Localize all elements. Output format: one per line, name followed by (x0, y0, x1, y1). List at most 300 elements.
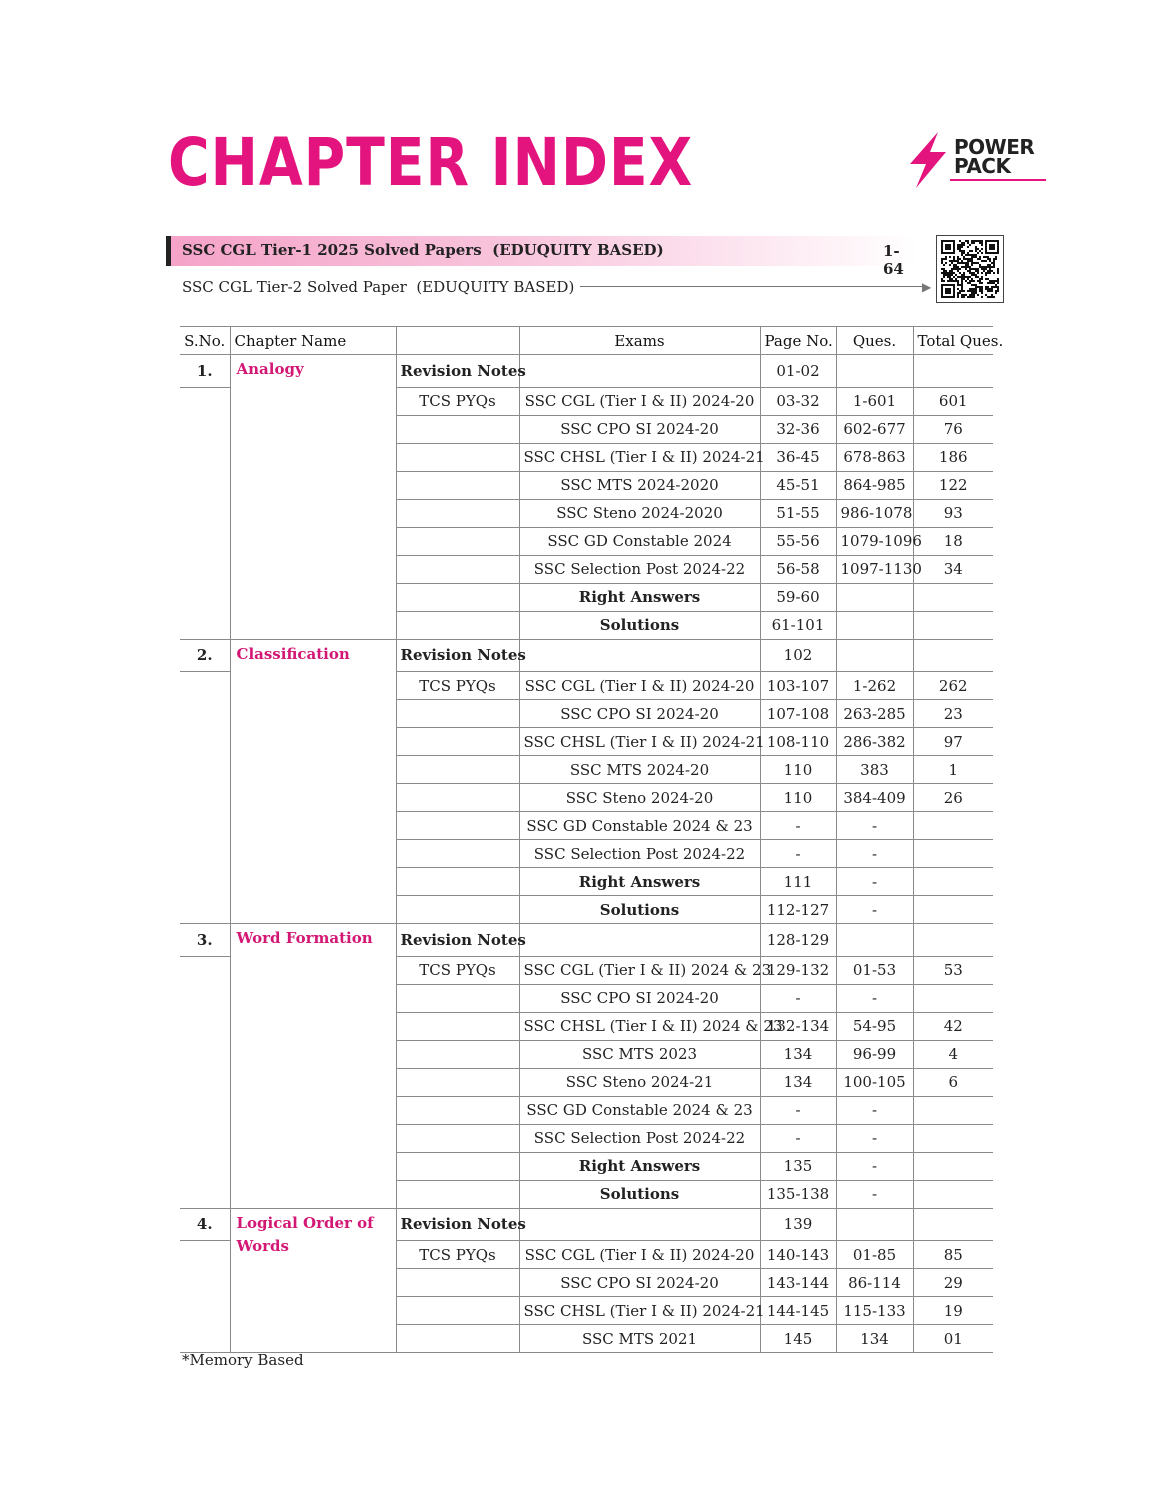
sno-empty (180, 583, 230, 611)
row-total: 34 (913, 555, 993, 583)
tier1-paper-label: SSC CGL Tier-1 2025 Solved Papers (EDUQUITY BASED) (182, 241, 664, 259)
chapter-name-empty (230, 1180, 396, 1208)
row-ques: 1-262 (836, 672, 913, 700)
row-exam: SSC CPO SI 2024-20 (519, 700, 760, 728)
table-row (180, 355, 993, 388)
row-ques (836, 639, 913, 672)
row-type: TCS PYQs (396, 387, 519, 415)
row-exam: SSC CHSL (Tier I & II) 2024 & 23 (519, 1012, 760, 1040)
row-exam: Solutions (519, 1180, 760, 1208)
chapter-name-empty (230, 984, 396, 1012)
sno-empty (180, 896, 230, 924)
row-exam (519, 355, 760, 388)
row-ques (836, 355, 913, 388)
row-pages: 129-132 (760, 956, 836, 984)
chapter-sno: 2. (180, 639, 230, 672)
row-type (396, 1180, 519, 1208)
header-sno: S.No. (180, 327, 230, 355)
row-pages: - (760, 1096, 836, 1124)
row-pages: 144-145 (760, 1297, 836, 1325)
chapter-name-empty (230, 499, 396, 527)
row-ques: - (836, 868, 913, 896)
row-ques: 678-863 (836, 443, 913, 471)
chapter-name (230, 1208, 396, 1255)
row-total: 01 (913, 1325, 993, 1353)
row-total: 186 (913, 443, 993, 471)
chapter-name-empty (230, 1012, 396, 1040)
row-type (396, 840, 519, 868)
sno-empty (180, 527, 230, 555)
row-type: Revision Notes (396, 355, 519, 388)
row-pages: - (760, 812, 836, 840)
sno-empty (180, 812, 230, 840)
row-exam: SSC CPO SI 2024-20 (519, 984, 760, 1012)
row-total: 601 (913, 387, 993, 415)
row-total: 85 (913, 1241, 993, 1269)
row-exam: SSC CGL (Tier I & II) 2024 & 23 (519, 956, 760, 984)
table-row (180, 840, 993, 868)
tier1-paper-banner (166, 236, 918, 278)
row-total: 122 (913, 471, 993, 499)
table-row (180, 1040, 993, 1068)
table-row (180, 672, 993, 700)
chapter-name-empty (230, 700, 396, 728)
row-type (396, 1325, 519, 1353)
chapter-name-empty (230, 1152, 396, 1180)
sno-empty (180, 672, 230, 700)
table-row (180, 639, 993, 672)
row-exam: Right Answers (519, 583, 760, 611)
row-exam: SSC MTS 2023 (519, 1040, 760, 1068)
row-total: 18 (913, 527, 993, 555)
chapter-name-empty (230, 812, 396, 840)
row-exam: SSC CPO SI 2024-20 (519, 1269, 760, 1297)
chapter-name-empty (230, 756, 396, 784)
sno-empty (180, 415, 230, 443)
row-pages: 108-110 (760, 728, 836, 756)
chapter-name-empty (230, 443, 396, 471)
row-ques: - (836, 984, 913, 1012)
qr-pattern (941, 240, 999, 298)
chapter-name-empty (230, 1096, 396, 1124)
sno-empty (180, 784, 230, 812)
row-ques (836, 1208, 913, 1241)
table-row (180, 583, 993, 611)
row-pages: 145 (760, 1325, 836, 1353)
row-exam: Right Answers (519, 1152, 760, 1180)
tier1-paper-pages: 1-64 (883, 242, 904, 278)
chapter-sno: 4. (180, 1208, 230, 1241)
table-row (180, 1124, 993, 1152)
logo-text (954, 135, 1035, 178)
row-exam: SSC MTS 2024-20 (519, 756, 760, 784)
table-row (180, 812, 993, 840)
sno-empty (180, 1124, 230, 1152)
row-ques: 01-85 (836, 1241, 913, 1269)
table-row (180, 1208, 993, 1241)
row-total: 53 (913, 956, 993, 984)
row-exam: SSC Steno 2024-2020 (519, 499, 760, 527)
row-pages: 110 (760, 756, 836, 784)
row-type (396, 443, 519, 471)
row-exam: SSC Selection Post 2024-22 (519, 1124, 760, 1152)
row-exam: SSC Steno 2024-20 (519, 784, 760, 812)
row-type (396, 868, 519, 896)
table-row (180, 387, 993, 415)
chapter-sno: 1. (180, 355, 230, 388)
row-type (396, 1040, 519, 1068)
lightning-bolt-icon (906, 130, 950, 190)
row-ques: 602-677 (836, 415, 913, 443)
row-total: 1 (913, 756, 993, 784)
row-ques: 286-382 (836, 728, 913, 756)
table-row (180, 1068, 993, 1096)
header-page-no: Page No. (760, 327, 836, 355)
row-type: TCS PYQs (396, 672, 519, 700)
row-pages: 51-55 (760, 499, 836, 527)
row-ques: 986-1078 (836, 499, 913, 527)
chapter-index-table (180, 326, 1004, 1353)
table-row (180, 784, 993, 812)
header-ques: Ques. (836, 327, 913, 355)
row-ques: 1097-1130 (836, 555, 913, 583)
logo-line-2: PACK (954, 154, 1011, 178)
row-ques: 1079-1096 (836, 527, 913, 555)
row-pages: 107-108 (760, 700, 836, 728)
sno-empty (180, 1152, 230, 1180)
row-exam: SSC Selection Post 2024-22 (519, 840, 760, 868)
chapter-name-empty (230, 611, 396, 639)
header-chapter-name: Chapter Name (230, 327, 396, 355)
chapter-name-empty (230, 1325, 396, 1353)
row-total (913, 924, 993, 957)
tier2-arrow-line (580, 286, 926, 287)
sno-empty (180, 1012, 230, 1040)
tier2-paper-label: SSC CGL Tier-2 Solved Paper (EDUQUITY BASED) (182, 278, 575, 296)
row-type (396, 1124, 519, 1152)
row-total: 6 (913, 1068, 993, 1096)
row-type: TCS PYQs (396, 1241, 519, 1269)
table-row (180, 896, 993, 924)
chapter-name-empty (230, 840, 396, 868)
chapter-name-empty (230, 784, 396, 812)
row-type (396, 984, 519, 1012)
chapter-name-empty (230, 1068, 396, 1096)
row-pages: - (760, 1124, 836, 1152)
row-total: 76 (913, 415, 993, 443)
row-type (396, 471, 519, 499)
row-ques: 96-99 (836, 1040, 913, 1068)
row-ques (836, 583, 913, 611)
row-ques: - (836, 840, 913, 868)
row-pages: 32-36 (760, 415, 836, 443)
row-type: Revision Notes (396, 1208, 519, 1241)
table-row (180, 728, 993, 756)
row-pages: 102 (760, 639, 836, 672)
row-type (396, 1152, 519, 1180)
row-ques: 864-985 (836, 471, 913, 499)
chapter-name-empty (230, 956, 396, 984)
row-type (396, 1012, 519, 1040)
row-type (396, 583, 519, 611)
sno-empty (180, 868, 230, 896)
row-pages: 110 (760, 784, 836, 812)
row-pages: 01-02 (760, 355, 836, 388)
row-exam: Right Answers (519, 868, 760, 896)
row-exam: SSC CGL (Tier I & II) 2024-20 (519, 1241, 760, 1269)
row-exam: SSC CHSL (Tier I & II) 2024-21 (519, 728, 760, 756)
row-ques: 115-133 (836, 1297, 913, 1325)
row-total: 97 (913, 728, 993, 756)
chapter-name-empty (230, 415, 396, 443)
row-total (913, 1180, 993, 1208)
row-type (396, 1096, 519, 1124)
chapter-name-empty (230, 1124, 396, 1152)
row-total (913, 1096, 993, 1124)
sno-empty (180, 611, 230, 639)
row-type: Revision Notes (396, 924, 519, 957)
table-row (180, 527, 993, 555)
sno-empty (180, 1180, 230, 1208)
sno-empty (180, 1040, 230, 1068)
chapter-name (230, 639, 396, 672)
row-type (396, 756, 519, 784)
row-pages: 132-134 (760, 1012, 836, 1040)
table-row (180, 555, 993, 583)
row-pages: - (760, 840, 836, 868)
sno-empty (180, 1068, 230, 1096)
row-total (913, 896, 993, 924)
row-type (396, 784, 519, 812)
header-exams: Exams (519, 327, 760, 355)
row-type (396, 527, 519, 555)
table-row (180, 1269, 993, 1297)
chapter-name-empty (230, 387, 396, 415)
row-type (396, 1297, 519, 1325)
row-exam: Solutions (519, 896, 760, 924)
chapter-name-empty (230, 896, 396, 924)
sno-empty (180, 1269, 230, 1297)
header-type (396, 327, 519, 355)
row-pages: 135 (760, 1152, 836, 1180)
row-pages: 45-51 (760, 471, 836, 499)
row-total: 23 (913, 700, 993, 728)
chapter-name-text: Word Formation (236, 929, 373, 947)
sno-empty (180, 728, 230, 756)
row-total (913, 812, 993, 840)
row-type: Revision Notes (396, 639, 519, 672)
footnote: *Memory Based (182, 1351, 304, 1369)
row-total: 19 (913, 1297, 993, 1325)
table-row (180, 1180, 993, 1208)
sno-empty (180, 756, 230, 784)
row-pages: 134 (760, 1040, 836, 1068)
row-type (396, 555, 519, 583)
logo-line-1: POWER (954, 135, 1035, 159)
chapter-name-empty (230, 1269, 396, 1297)
row-pages: 112-127 (760, 896, 836, 924)
chapter-name-empty (230, 868, 396, 896)
row-exam (519, 1208, 760, 1241)
table-row (180, 984, 993, 1012)
table-row (180, 1152, 993, 1180)
row-exam: SSC GD Constable 2024 (519, 527, 760, 555)
row-type (396, 728, 519, 756)
row-exam: SSC CHSL (Tier I & II) 2024-21 (519, 1297, 760, 1325)
row-ques: - (836, 1180, 913, 1208)
table-row (180, 499, 993, 527)
row-ques: - (836, 812, 913, 840)
power-pack-logo (906, 130, 1051, 190)
row-type (396, 700, 519, 728)
row-ques (836, 924, 913, 957)
row-type (396, 896, 519, 924)
chapter-name-empty (230, 728, 396, 756)
sno-empty (180, 956, 230, 984)
row-pages: 135-138 (760, 1180, 836, 1208)
row-ques: - (836, 1096, 913, 1124)
row-exam (519, 924, 760, 957)
row-pages: 111 (760, 868, 836, 896)
row-ques: - (836, 1152, 913, 1180)
row-type (396, 499, 519, 527)
header-total-ques: Total Ques. (913, 327, 993, 355)
row-pages: 56-58 (760, 555, 836, 583)
table-header-row (180, 327, 993, 355)
row-total: 29 (913, 1269, 993, 1297)
table-row (180, 443, 993, 471)
sno-empty (180, 387, 230, 415)
chapter-name-text: Classification (236, 644, 350, 663)
chapter-name-empty (230, 471, 396, 499)
row-ques: 01-53 (836, 956, 913, 984)
table-row (180, 611, 993, 639)
sno-empty (180, 499, 230, 527)
qr-code-icon[interactable] (936, 235, 1004, 303)
row-exam: SSC CHSL (Tier I & II) 2024-21 (519, 443, 760, 471)
table-row (180, 924, 993, 957)
chapter-name-empty (230, 1040, 396, 1068)
row-ques (836, 611, 913, 639)
row-total (913, 583, 993, 611)
row-ques: 86-114 (836, 1269, 913, 1297)
sno-empty (180, 1297, 230, 1325)
chapter-name (230, 355, 396, 388)
sno-empty (180, 700, 230, 728)
row-ques: - (836, 1124, 913, 1152)
row-exam: SSC Steno 2024-21 (519, 1068, 760, 1096)
table-row (180, 700, 993, 728)
row-total (913, 611, 993, 639)
row-exam: SSC CPO SI 2024-20 (519, 415, 760, 443)
row-exam: SSC Selection Post 2024-22 (519, 555, 760, 583)
sno-empty (180, 1096, 230, 1124)
chapter-name (230, 924, 396, 957)
row-total (913, 1208, 993, 1241)
table-row (180, 868, 993, 896)
row-exam: SSC MTS 2021 (519, 1325, 760, 1353)
row-ques: 100-105 (836, 1068, 913, 1096)
row-exam: SSC GD Constable 2024 & 23 (519, 1096, 760, 1124)
row-type (396, 611, 519, 639)
row-total (913, 840, 993, 868)
row-total (913, 984, 993, 1012)
row-pages: 143-144 (760, 1269, 836, 1297)
table-row (180, 1325, 993, 1353)
row-pages: 36-45 (760, 443, 836, 471)
page-title: CHAPTER INDEX (168, 124, 694, 201)
row-pages: 140-143 (760, 1241, 836, 1269)
sno-empty (180, 984, 230, 1012)
row-ques: 54-95 (836, 1012, 913, 1040)
row-type (396, 415, 519, 443)
row-total: 262 (913, 672, 993, 700)
row-pages: 128-129 (760, 924, 836, 957)
row-total (913, 355, 993, 388)
row-exam: Solutions (519, 611, 760, 639)
chapter-name-empty (230, 555, 396, 583)
row-exam: SSC CGL (Tier I & II) 2024-20 (519, 387, 760, 415)
row-type (396, 1269, 519, 1297)
row-pages: - (760, 984, 836, 1012)
row-pages: 03-32 (760, 387, 836, 415)
row-total (913, 868, 993, 896)
row-type: TCS PYQs (396, 956, 519, 984)
row-pages: 61-101 (760, 611, 836, 639)
row-total (913, 1152, 993, 1180)
table-row (180, 1096, 993, 1124)
sno-empty (180, 1241, 230, 1269)
table-row (180, 756, 993, 784)
chapter-name-text: Logical Order of Words (236, 1213, 374, 1255)
row-type (396, 1068, 519, 1096)
row-ques: 1-601 (836, 387, 913, 415)
sno-empty (180, 1325, 230, 1353)
row-total: 93 (913, 499, 993, 527)
table-row (180, 956, 993, 984)
sno-empty (180, 443, 230, 471)
row-pages: 59-60 (760, 583, 836, 611)
row-pages: 103-107 (760, 672, 836, 700)
chapter-name-empty (230, 672, 396, 700)
row-ques: 384-409 (836, 784, 913, 812)
row-total: 42 (913, 1012, 993, 1040)
row-pages: 139 (760, 1208, 836, 1241)
table-row (180, 1297, 993, 1325)
row-total: 26 (913, 784, 993, 812)
row-ques: - (836, 896, 913, 924)
sno-empty (180, 555, 230, 583)
row-pages: 55-56 (760, 527, 836, 555)
row-pages: 134 (760, 1068, 836, 1096)
row-exam: SSC CGL (Tier I & II) 2024-20 (519, 672, 760, 700)
row-ques: 263-285 (836, 700, 913, 728)
sno-empty (180, 471, 230, 499)
row-exam (519, 639, 760, 672)
sno-empty (180, 840, 230, 868)
chapter-sno: 3. (180, 924, 230, 957)
chapter-name-text: Analogy (236, 360, 304, 378)
logo-underline (950, 179, 1046, 181)
table-row (180, 415, 993, 443)
chapter-name-empty (230, 527, 396, 555)
row-exam: SSC MTS 2024-2020 (519, 471, 760, 499)
row-exam: SSC GD Constable 2024 & 23 (519, 812, 760, 840)
row-ques: 134 (836, 1325, 913, 1353)
chapter-name-empty (230, 583, 396, 611)
table-row (180, 471, 993, 499)
arrow-right-icon: ▶ (922, 280, 932, 294)
